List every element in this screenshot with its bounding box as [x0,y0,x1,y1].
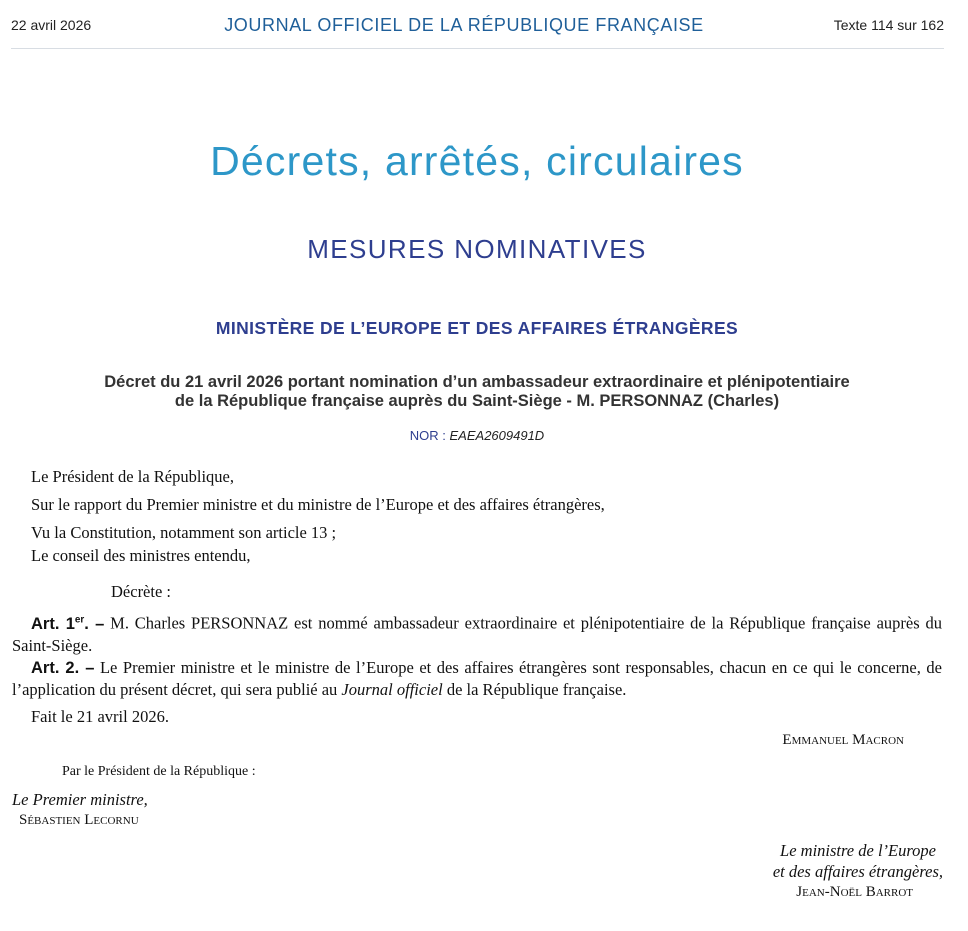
signature-president: Emmanuel Macron [782,732,904,748]
text-number: Texte 114 sur 162 [833,17,944,33]
decree-title-line-1: Décret du 21 avril 2026 portant nomination d’un ambassadeur extraordinaire et plénipotentiaire [104,373,850,391]
header-divider [11,48,944,49]
article-2 [12,657,942,700]
article-2-label: Art. 2. – [31,659,95,677]
journal-title: JOURNAL OFFICIEL DE LA RÉPUBLIQUE FRANÇAISE [224,15,704,35]
decree-title [0,373,954,411]
article-2-text-end: de la République française. [446,680,627,699]
ministre-europe-title-1: Le ministre de l’Europe [780,841,936,860]
ministre-europe-title-2: et des affaires étrangères, [772,862,943,881]
article-1-text: M. Charles PERSONNAZ est nommé ambassadeur extraordinaire et plénipotentiaire de la République française auprès du Saint-Siège. [12,613,942,655]
par-le-president: Par le Président de la République : [62,764,256,779]
decree-title-line-2: de la République française auprès du Saint-Siège - M. PERSONNAZ (Charles) [174,392,780,410]
premier-ministre-title: Le Premier ministre, [12,790,148,809]
main-title: Décrets, arrêtés, circulaires [210,138,744,184]
page-header [0,0,968,50]
publication-date: 22 avril 2026 [11,17,92,33]
decrete-label: Décrète : [111,582,171,601]
preamble-line: Vu la Constitution, notamment son article 13 ; [31,523,337,542]
preamble-line: Le Président de la République, [31,467,234,486]
section-title: MESURES NOMINATIVES [307,234,647,264]
article-1-label: Art. 1er. – [31,614,105,633]
ordinal-suffix: er [74,614,85,625]
nor-label: NOR : [409,428,450,443]
article-2-journal-reference: Journal officiel [341,680,443,699]
nor-reference [0,428,954,443]
signing-date: Fait le 21 avril 2026. [31,707,169,726]
ministre-europe-name: Jean-Noël Barrot [796,884,913,900]
premier-ministre-name: Sébastien Lecornu [19,812,139,828]
ministry-heading: MINISTÈRE DE L’EUROPE ET DES AFFAIRES ÉTRANGÈRES [215,318,739,338]
preamble-line: Sur le rapport du Premier ministre et du ministre de l’Europe et des affaires étrangères, [31,495,605,514]
nor-code: EAEA2609491D [449,428,545,443]
article-1 [12,609,942,656]
preamble-line: Le conseil des ministres entendu, [31,546,251,565]
article-2-text: Le Premier ministre et le ministre de l’Europe et des affaires étrangères sont responsables, chacun en ce qui le concerne, de l’application du présent décret, qui sera publié au [12,658,942,699]
